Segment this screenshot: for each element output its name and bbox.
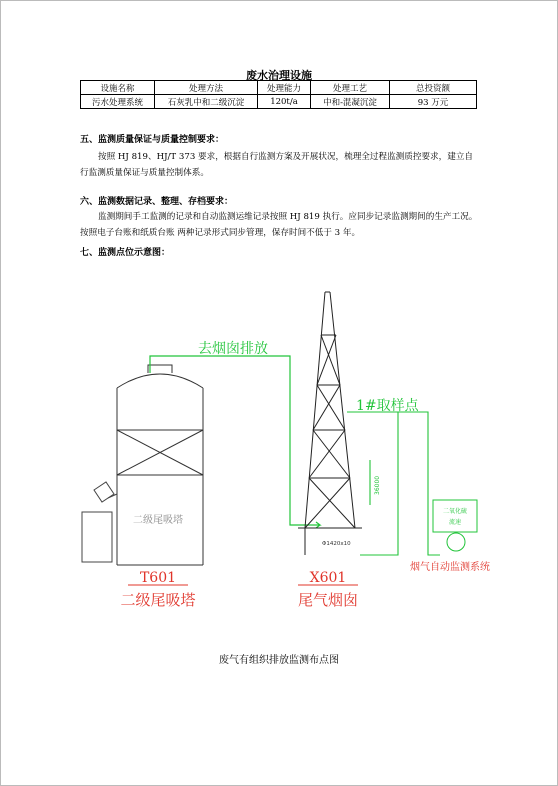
tower-inner-label: 二级尾吸塔 (133, 515, 183, 526)
flue-duct (150, 356, 320, 528)
table-header-cell: 设施名称 (81, 81, 155, 95)
figure-caption: 废气有组织排放监测布点图 (219, 655, 339, 666)
section-6-body: 监测期间手工监测的记录和自动监测运维记录按照 HJ 819 执行。应同步记录监测期间的生产工况。按照电子台账和纸质台账 两种记录形式同步管理，保存时间不低于 3 年。 (80, 212, 478, 238)
monitoring-lines (347, 412, 440, 555)
analyzer-line-2: 流速 (448, 519, 462, 526)
absorption-tower (117, 365, 203, 565)
table-title: 废水治理设施 (246, 69, 312, 82)
table-cell: 石灰乳中和二级沉淀 (155, 95, 258, 109)
table-header-cell: 总投资额 (390, 81, 477, 95)
table-cell: 120t/a (258, 95, 311, 109)
tank-and-pump (82, 482, 117, 562)
section-5-heading: 五、监测质量保证与质量控制要求： (80, 135, 225, 145)
tower-name: 二级尾吸塔 (120, 591, 196, 609)
monitor-system-label: 烟气自动监测系统 (410, 562, 490, 573)
table-cell: 污水处理系统 (81, 95, 155, 109)
height-label: 36000 (374, 475, 381, 495)
section-6-heading: 六、监测数据记录、整理、存档要求： (80, 197, 234, 207)
tower-code: T601 (139, 570, 177, 586)
section-5-body: 按照 HJ 819、HJ/T 373 要求，根据自行监测方案及开展状况，梳理全过程监测质控要求，建立自行监测质量保证与质量控制体系。 (80, 152, 474, 178)
stack-frame (298, 292, 362, 555)
table-cell: 中和-混凝沉淀 (311, 95, 390, 109)
stack-dimension: Φ1420x10 (322, 541, 351, 547)
table-header-cell: 处理方法 (155, 81, 258, 95)
section-7-heading: 七、监测点位示意图： (80, 248, 171, 258)
table-cell: 93 万元 (390, 95, 477, 109)
stack-code: X601 (309, 570, 347, 586)
flow-label: 去烟囱排放 (198, 341, 268, 357)
table-header-cell: 处理工艺 (311, 81, 390, 95)
analyzer-line-1: 二氧化硫 (442, 508, 468, 515)
stack-name: 尾气烟囱 (297, 591, 359, 609)
table-header-cell: 处理能力 (258, 81, 311, 95)
sample-point-label: 1#取样点 (356, 398, 419, 414)
